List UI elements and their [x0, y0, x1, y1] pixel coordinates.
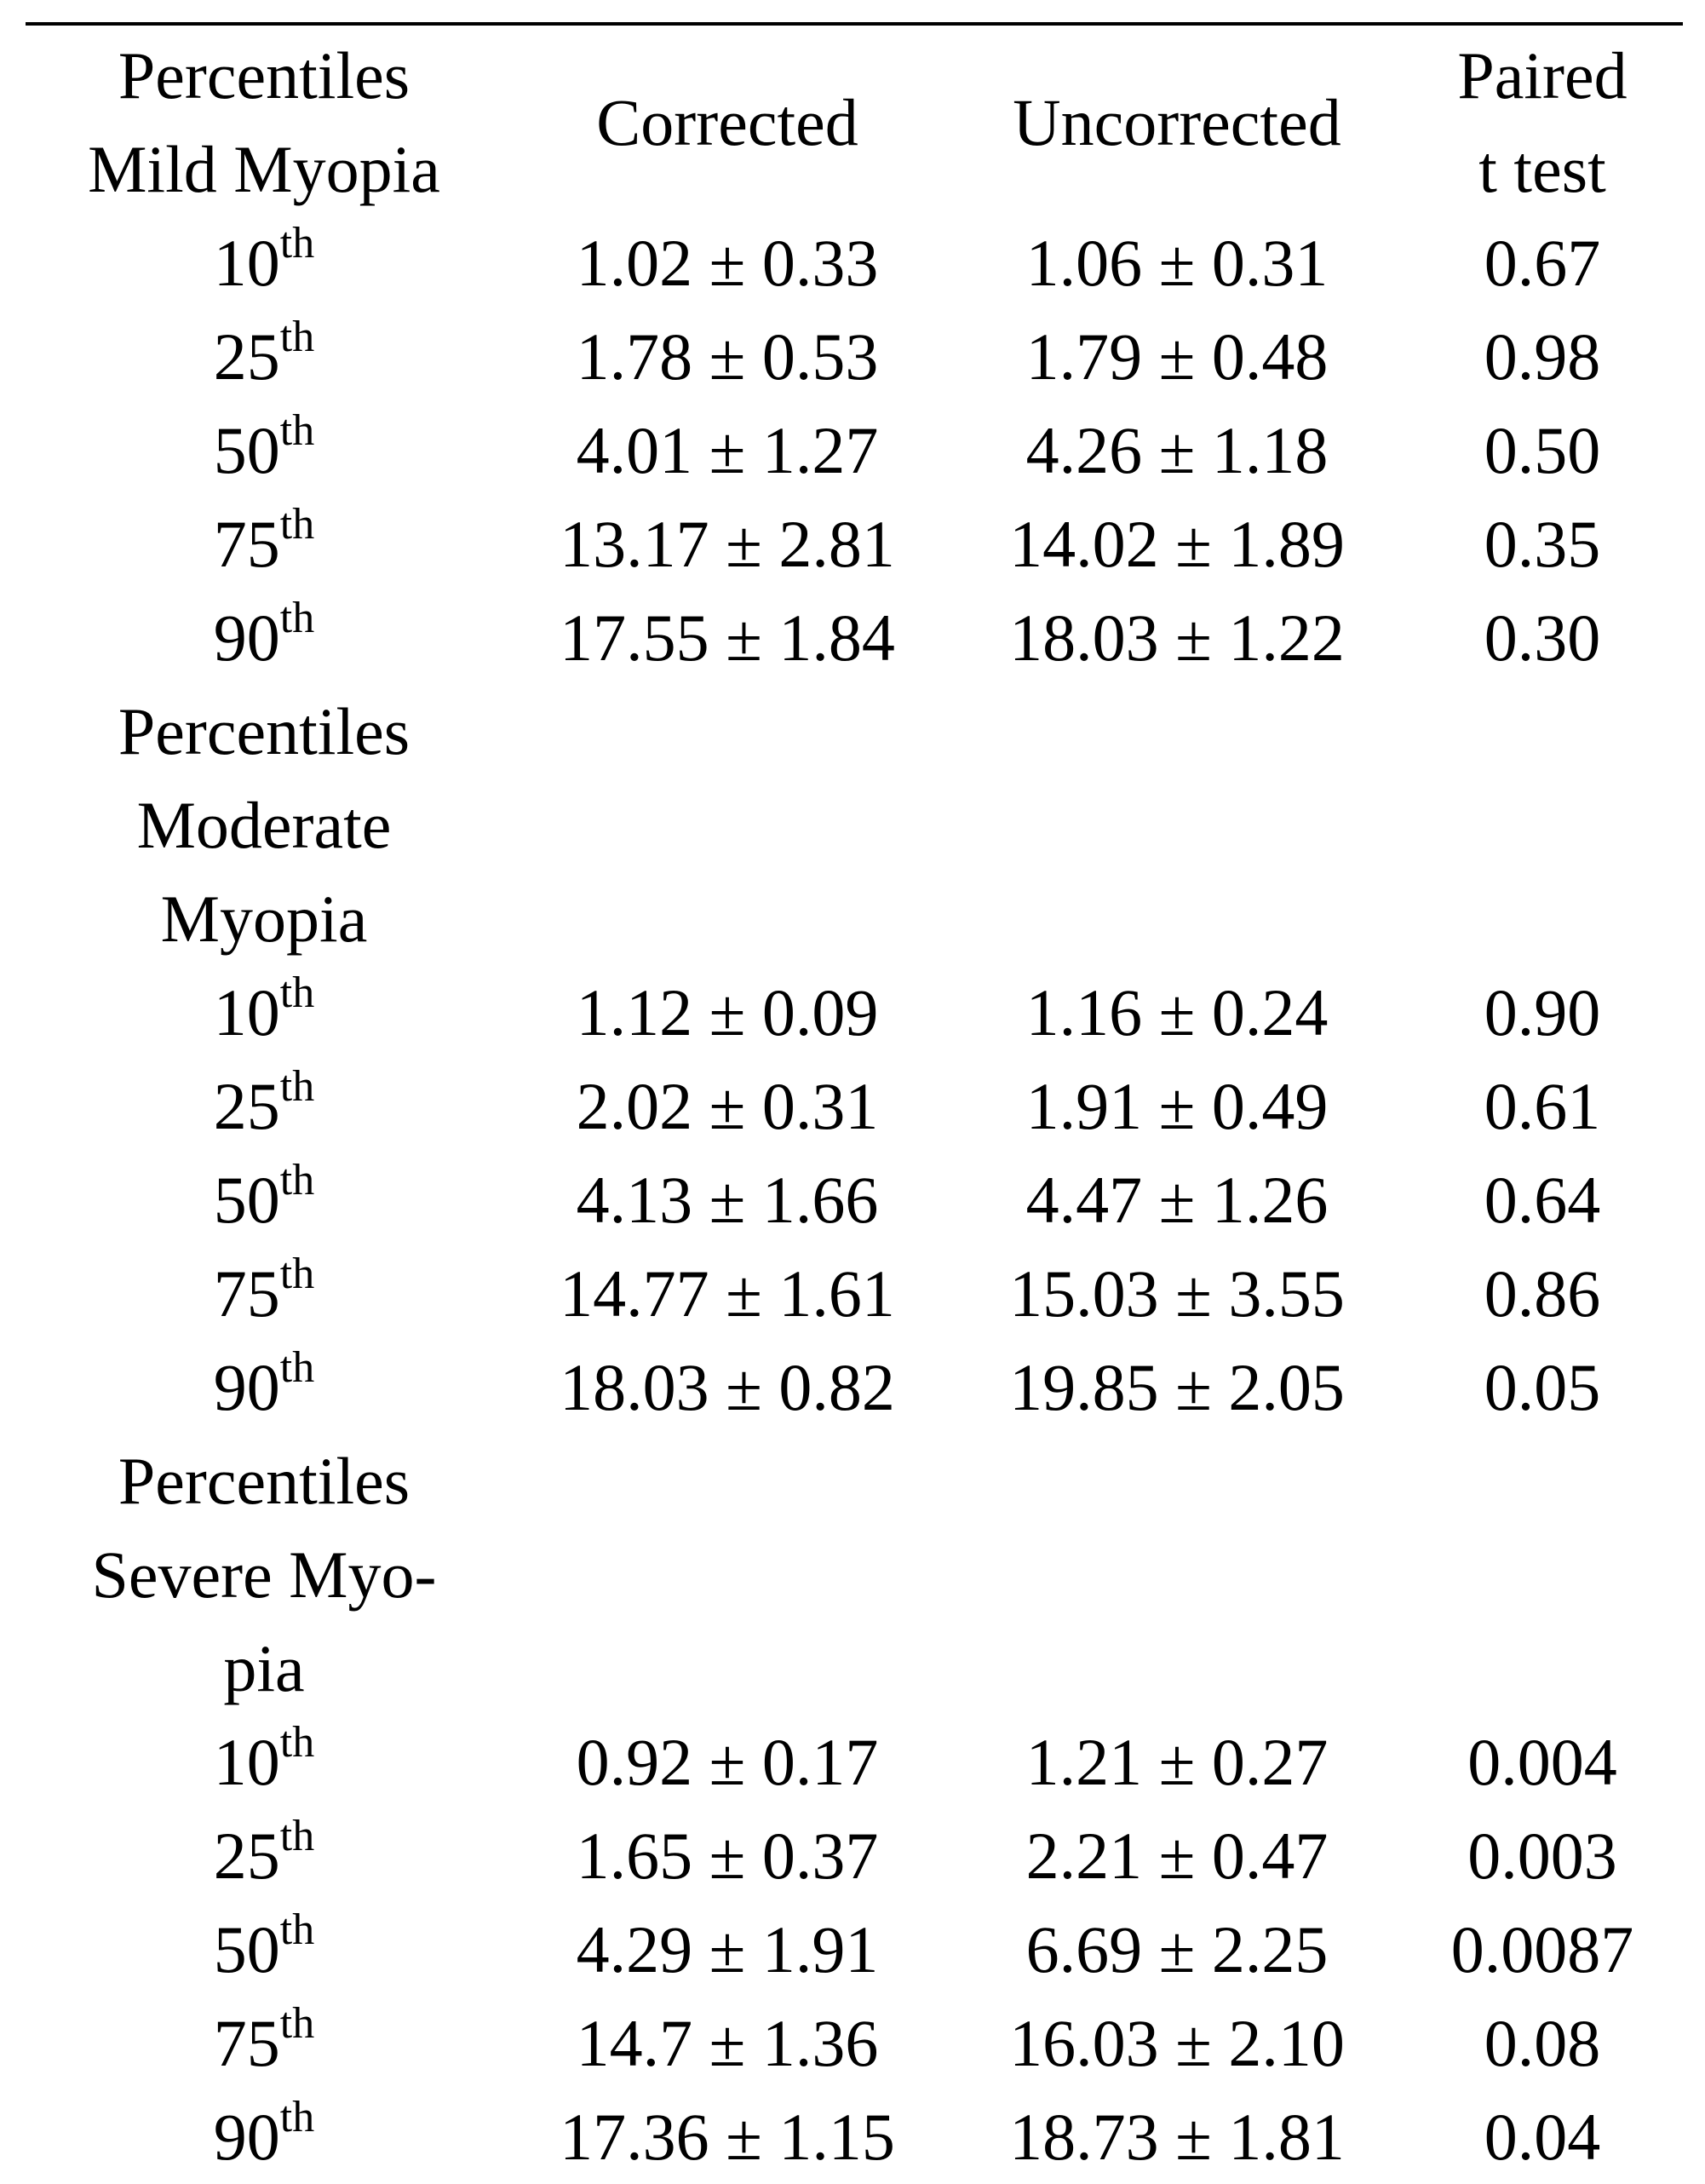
uncorrected-cell: 19.85 ± 2.05	[1009, 1350, 1345, 1424]
table-row	[26, 966, 1683, 1060]
group-label: Percentiles Moderate Myopia	[118, 694, 410, 956]
p-value-cell: 0.08	[1484, 2006, 1601, 2080]
p-value-cell: 0.04	[1484, 2100, 1601, 2174]
percentile-value: 50	[213, 1912, 280, 1986]
empty-cell	[502, 685, 952, 966]
ordinal-suffix: th	[279, 1905, 315, 1954]
header-uncorrected: Uncorrected	[1013, 85, 1341, 159]
uncorrected-cell: 18.03 ± 1.22	[1009, 601, 1345, 675]
table-row	[26, 1716, 1683, 1809]
corrected-cell: 4.13 ± 1.66	[576, 1163, 879, 1237]
table-row	[26, 1247, 1683, 1341]
ordinal-suffix: th	[279, 1062, 315, 1111]
percentile-value: 25	[213, 319, 280, 394]
table-row	[26, 497, 1683, 591]
table-row	[26, 310, 1683, 404]
percentile-value: 50	[213, 413, 280, 487]
uncorrected-cell: 1.06 ± 0.31	[1025, 226, 1329, 300]
p-value-cell: 0.05	[1484, 1350, 1601, 1424]
ordinal-suffix: th	[279, 1156, 315, 1204]
table-top-rule	[26, 22, 1683, 26]
percentile-value: 10	[213, 975, 280, 1049]
p-value-cell: 0.30	[1484, 601, 1601, 675]
corrected-cell: 1.65 ± 0.37	[576, 1819, 879, 1893]
empty-cell	[952, 1434, 1402, 1716]
table-header-row	[26, 29, 1683, 216]
uncorrected-cell: 1.79 ± 0.48	[1025, 319, 1329, 394]
ordinal-suffix: th	[279, 219, 315, 267]
group-label-row	[26, 685, 1683, 966]
table-row	[26, 2090, 1683, 2184]
percentile-value: 75	[213, 507, 280, 581]
percentile-value: 50	[213, 1163, 280, 1237]
p-value-cell: 0.98	[1484, 319, 1601, 394]
empty-cell	[502, 1434, 952, 1716]
percentile-cell	[26, 1247, 502, 1341]
percentile-cell	[26, 310, 502, 404]
ordinal-suffix: th	[279, 500, 315, 549]
percentile-cell	[26, 404, 502, 497]
ordinal-suffix: th	[279, 313, 315, 361]
percentile-cell	[26, 1060, 502, 1153]
ordinal-suffix: th	[279, 1718, 315, 1767]
ordinal-suffix: th	[279, 1812, 315, 1860]
corrected-cell: 18.03 ± 0.82	[560, 1350, 895, 1424]
percentile-value: 75	[213, 1256, 280, 1331]
corrected-cell: 4.29 ± 1.91	[576, 1912, 879, 1986]
percentile-value: 10	[213, 226, 280, 300]
percentile-cell	[26, 216, 502, 310]
percentile-value: 75	[213, 2006, 280, 2080]
uncorrected-cell: 4.26 ± 1.18	[1025, 413, 1329, 487]
uncorrected-cell: 6.69 ± 2.25	[1025, 1912, 1329, 1986]
table-row	[26, 1153, 1683, 1247]
p-value-cell: 0.67	[1484, 226, 1601, 300]
percentile-cell	[26, 1997, 502, 2090]
corrected-cell: 1.02 ± 0.33	[576, 226, 879, 300]
uncorrected-cell: 4.47 ± 1.26	[1025, 1163, 1329, 1237]
table-row	[26, 216, 1683, 310]
table-row	[26, 1060, 1683, 1153]
corrected-cell: 13.17 ± 2.81	[560, 507, 895, 581]
ordinal-suffix: th	[279, 968, 315, 1017]
corrected-cell: 2.02 ± 0.31	[576, 1069, 879, 1143]
percentile-cell	[26, 1903, 502, 1997]
uncorrected-cell: 15.03 ± 3.55	[1009, 1256, 1345, 1331]
ordinal-suffix: th	[279, 2093, 315, 2141]
header-corrected: Corrected	[596, 85, 858, 159]
percentile-cell	[26, 497, 502, 591]
percentile-cell	[26, 591, 502, 685]
p-value-cell: 0.86	[1484, 1256, 1601, 1331]
uncorrected-cell: 16.03 ± 2.10	[1009, 2006, 1345, 2080]
percentile-cell	[26, 1716, 502, 1809]
percentile-value: 90	[213, 601, 280, 675]
corrected-cell: 1.78 ± 0.53	[576, 319, 879, 394]
percentile-cell	[26, 1153, 502, 1247]
header-paired-t-test: Paired t test	[1457, 38, 1628, 206]
ordinal-suffix: th	[279, 1343, 315, 1392]
uncorrected-cell: 14.02 ± 1.89	[1009, 507, 1345, 581]
empty-cell	[1402, 685, 1683, 966]
table-row	[26, 1809, 1683, 1903]
corrected-cell: 17.55 ± 1.84	[560, 601, 895, 675]
percentile-cell	[26, 966, 502, 1060]
p-value-cell: 0.35	[1484, 507, 1601, 581]
p-value-cell: 0.64	[1484, 1163, 1601, 1237]
header-percentiles-mild-myopia: Percentiles Mild Myopia	[88, 38, 440, 206]
myopia-percentiles-table	[26, 29, 1683, 2184]
p-value-cell: 0.004	[1467, 1725, 1617, 1799]
table-row	[26, 1903, 1683, 1997]
p-value-cell: 0.61	[1484, 1069, 1601, 1143]
percentile-cell	[26, 1341, 502, 1434]
uncorrected-cell: 2.21 ± 0.47	[1025, 1819, 1329, 1893]
p-value-cell: 0.50	[1484, 413, 1601, 487]
table-row	[26, 404, 1683, 497]
ordinal-suffix: th	[279, 594, 315, 642]
percentile-value: 25	[213, 1819, 280, 1893]
p-value-cell: 0.003	[1467, 1819, 1617, 1893]
ordinal-suffix: th	[279, 1250, 315, 1298]
corrected-cell: 0.92 ± 0.17	[576, 1725, 879, 1799]
table-row	[26, 1341, 1683, 1434]
group-label-row	[26, 1434, 1683, 1716]
percentile-value: 90	[213, 2100, 280, 2174]
uncorrected-cell: 1.91 ± 0.49	[1025, 1069, 1329, 1143]
corrected-cell: 14.7 ± 1.36	[576, 2006, 879, 2080]
corrected-cell: 1.12 ± 0.09	[576, 975, 879, 1049]
corrected-cell: 4.01 ± 1.27	[576, 413, 879, 487]
ordinal-suffix: th	[279, 1999, 315, 2048]
percentile-cell	[26, 1809, 502, 1903]
ordinal-suffix: th	[279, 406, 315, 455]
percentile-value: 25	[213, 1069, 280, 1143]
percentile-cell	[26, 2090, 502, 2184]
corrected-cell: 14.77 ± 1.61	[560, 1256, 895, 1331]
empty-cell	[1402, 1434, 1683, 1716]
p-value-cell: 0.0087	[1450, 1912, 1634, 1986]
table-row	[26, 1997, 1683, 2090]
uncorrected-cell: 1.21 ± 0.27	[1025, 1725, 1329, 1799]
table-body	[26, 216, 1683, 2184]
percentile-value: 90	[213, 1350, 280, 1424]
percentile-value: 10	[213, 1725, 280, 1799]
uncorrected-cell: 18.73 ± 1.81	[1009, 2100, 1345, 2174]
group-label: Percentiles Severe Myo- pia	[91, 1444, 437, 1705]
uncorrected-cell: 1.16 ± 0.24	[1025, 975, 1329, 1049]
empty-cell	[952, 685, 1402, 966]
p-value-cell: 0.90	[1484, 975, 1601, 1049]
corrected-cell: 17.36 ± 1.15	[560, 2100, 895, 2174]
table-row	[26, 591, 1683, 685]
